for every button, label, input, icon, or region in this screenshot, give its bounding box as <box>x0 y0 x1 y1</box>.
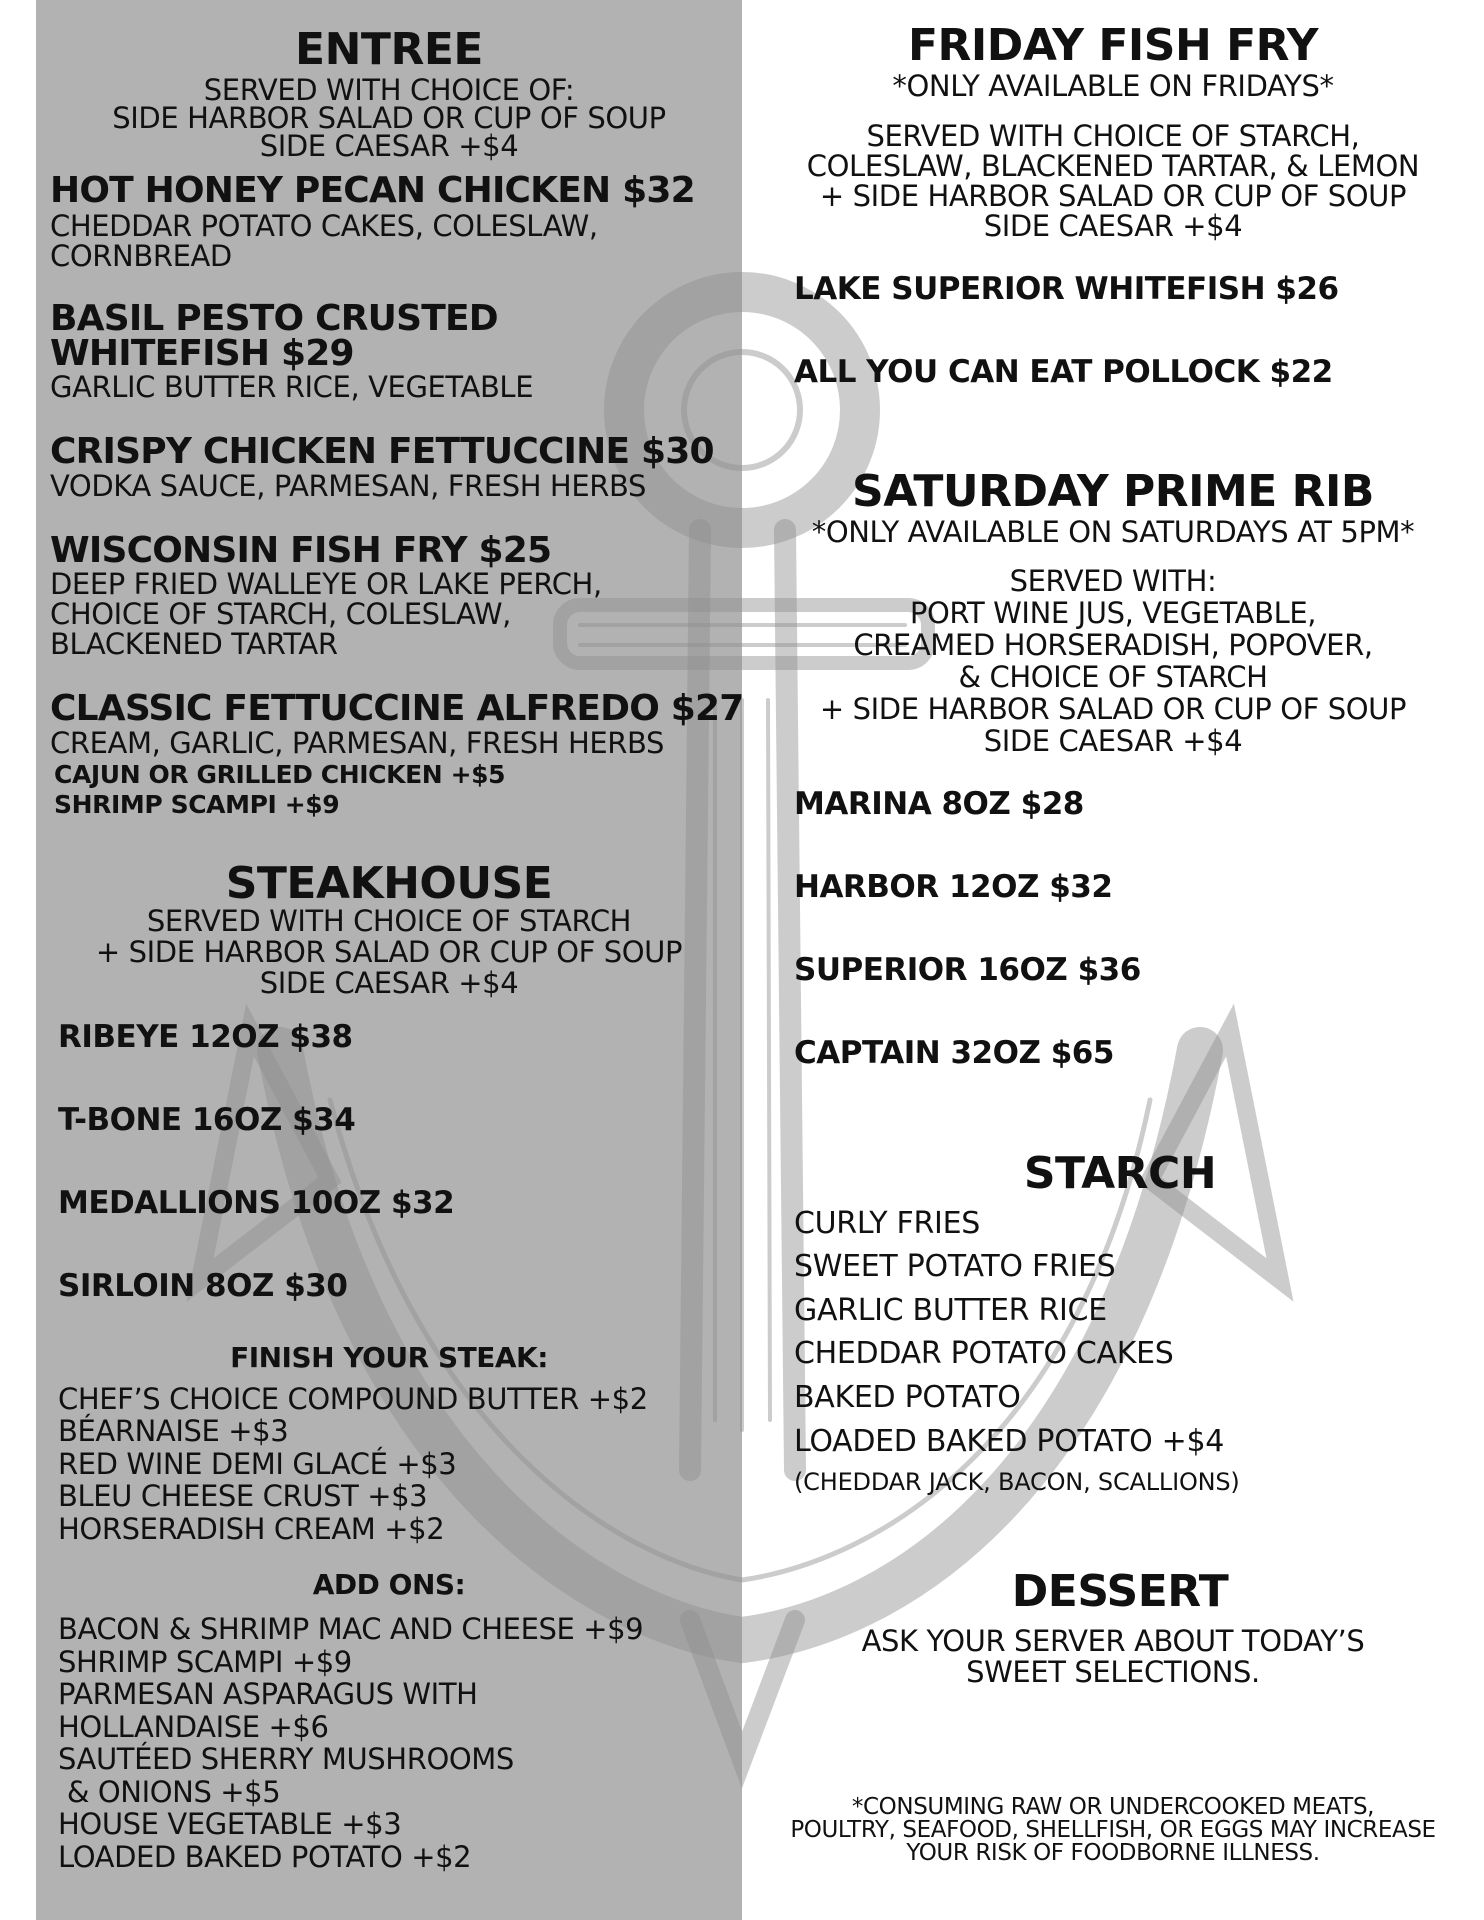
steakhouse-note-3: SIDE CAESAR +$4 <box>259 966 519 1000</box>
menu-item-extra: CAJUN OR GRILLED CHICKEN +$5 <box>54 760 506 789</box>
add-on-item: LOADED BAKED POTATO +$2 <box>58 1840 472 1874</box>
add-on-item: HOLLANDAISE +$6 <box>58 1710 329 1744</box>
fish-fry-note-2: COLESLAW, BLACKENED TARTAR, & LEMON <box>806 149 1420 183</box>
fish-fry-title: FRIDAY FISH FRY <box>907 20 1318 71</box>
fish-fry-note-1: SERVED WITH CHOICE OF STARCH, <box>866 119 1360 153</box>
prime-rib-note: PORT WINE JUS, VEGETABLE, <box>909 596 1317 630</box>
entree-title: ENTREE <box>295 24 483 75</box>
starch-item-detail: (CHEDDAR JACK, BACON, SCALLIONS) <box>794 1468 1240 1496</box>
menu-item-desc: CREAM, GARLIC, PARMESAN, FRESH HERBS <box>50 726 665 760</box>
steakhouse-note-2: + SIDE HARBOR SALAD OR CUP OF SOUP <box>95 935 683 969</box>
prime-rib-note: + SIDE HARBOR SALAD OR CUP OF SOUP <box>819 692 1407 726</box>
steak-item: MEDALLIONS 10OZ $32 <box>58 1185 455 1221</box>
steakhouse-note-1: SERVED WITH CHOICE OF STARCH <box>146 904 632 938</box>
starch-item: SWEET POTATO FRIES <box>794 1249 1116 1284</box>
starch-item: CHEDDAR POTATO CAKES <box>794 1336 1174 1371</box>
prime-rib-availability: *ONLY AVAILABLE ON SATURDAYS AT 5PM* <box>811 515 1415 549</box>
menu-item-name: HOT HONEY PECAN CHICKEN $32 <box>50 170 695 211</box>
steak-item: SIRLOIN 8OZ $30 <box>58 1268 348 1304</box>
add-on-item: SAUTÉED SHERRY MUSHROOMS <box>58 1742 514 1776</box>
steakhouse-title: STEAKHOUSE <box>225 858 553 909</box>
menu-item-name: WISCONSIN FISH FRY $25 <box>50 530 552 571</box>
disclaimer-line: *CONSUMING RAW OR UNDERCOOKED MEATS, <box>851 1794 1375 1820</box>
finish-item: RED WINE DEMI GLACÉ +$3 <box>58 1447 457 1481</box>
add-ons-title: ADD ONS: <box>312 1568 466 1601</box>
add-on-item: SHRIMP SCAMPI +$9 <box>58 1645 352 1679</box>
prime-rib-item: MARINA 8OZ $28 <box>794 786 1084 822</box>
menu-item-desc: BLACKENED TARTAR <box>50 627 338 661</box>
add-on-item: HOUSE VEGETABLE +$3 <box>58 1807 402 1841</box>
entree-note-1: SERVED WITH CHOICE OF: <box>203 73 575 107</box>
menu-item-desc: VODKA SAUCE, PARMESAN, FRESH HERBS <box>50 469 647 503</box>
starch-item: GARLIC BUTTER RICE <box>794 1293 1107 1328</box>
add-on-item: BACON & SHRIMP MAC AND CHEESE +$9 <box>58 1612 644 1646</box>
fish-fry-note-4: SIDE CAESAR +$4 <box>983 209 1243 243</box>
fish-fry-note-3: + SIDE HARBOR SALAD OR CUP OF SOUP <box>819 179 1407 213</box>
finish-item: BÉARNAISE +$3 <box>58 1414 289 1448</box>
starch-title: STARCH <box>1023 1148 1217 1199</box>
finish-item: HORSERADISH CREAM +$2 <box>58 1512 445 1546</box>
menu-item-desc: GARLIC BUTTER RICE, VEGETABLE <box>50 370 534 404</box>
starch-item: LOADED BAKED POTATO +$4 <box>794 1424 1225 1459</box>
menu-item-desc: CHEDDAR POTATO CAKES, COLESLAW, <box>50 209 598 243</box>
menu-item-name: WHITEFISH $29 <box>50 333 354 374</box>
starch-item: CURLY FRIES <box>794 1206 980 1241</box>
menu-item-desc: CORNBREAD <box>50 239 232 273</box>
menu-item-desc: DEEP FRIED WALLEYE OR LAKE PERCH, <box>50 567 602 601</box>
entree-note-2: SIDE HARBOR SALAD OR CUP OF SOUP <box>112 101 666 135</box>
menu-item-name: CLASSIC FETTUCCINE ALFREDO $27 <box>50 688 744 729</box>
starch-item: BAKED POTATO <box>794 1380 1021 1415</box>
menu-item-name: BASIL PESTO CRUSTED <box>50 298 498 339</box>
entree-note-3: SIDE CAESAR +$4 <box>259 129 519 163</box>
steak-item: T-BONE 16OZ $34 <box>58 1102 356 1138</box>
disclaimer-line: POULTRY, SEAFOOD, SHELLFISH, OR EGGS MAY INCREASE <box>790 1817 1436 1843</box>
prime-rib-item: CAPTAIN 32OZ $65 <box>794 1035 1114 1071</box>
add-on-item: & ONIONS +$5 <box>58 1775 281 1809</box>
menu-item-name: CRISPY CHICKEN FETTUCCINE $30 <box>50 431 714 472</box>
fish-fry-item: LAKE SUPERIOR WHITEFISH $26 <box>794 271 1339 307</box>
fish-fry-item: ALL YOU CAN EAT POLLOCK $22 <box>794 354 1333 390</box>
prime-rib-item: SUPERIOR 16OZ $36 <box>794 952 1141 988</box>
prime-rib-note: SIDE CAESAR +$4 <box>983 724 1243 758</box>
fish-fry-availability: *ONLY AVAILABLE ON FRIDAYS* <box>892 69 1334 103</box>
menu-item-extra: SHRIMP SCAMPI +$9 <box>54 790 340 819</box>
prime-rib-note: SERVED WITH: <box>1009 564 1217 598</box>
menu-item-desc: CHOICE OF STARCH, COLESLAW, <box>50 597 511 631</box>
prime-rib-note: CREAMED HORSERADISH, POPOVER, <box>853 628 1373 662</box>
dessert-title: DESSERT <box>1011 1566 1229 1617</box>
add-on-item: PARMESAN ASPARAGUS WITH <box>58 1677 478 1711</box>
disclaimer-line: YOUR RISK OF FOODBORNE ILLNESS. <box>906 1840 1320 1866</box>
prime-rib-note: & CHOICE OF STARCH <box>958 660 1268 694</box>
finish-steak-title: FINISH YOUR STEAK: <box>230 1341 548 1374</box>
prime-rib-item: HARBOR 12OZ $32 <box>794 869 1113 905</box>
dessert-note-1: ASK YOUR SERVER ABOUT TODAY’S <box>861 1624 1365 1658</box>
finish-item: BLEU CHEESE CRUST +$3 <box>58 1479 428 1513</box>
finish-item: CHEF’S CHOICE COMPOUND BUTTER +$2 <box>58 1382 648 1416</box>
steak-item: RIBEYE 12OZ $38 <box>58 1019 353 1055</box>
dessert-note-2: SWEET SELECTIONS. <box>966 1655 1260 1689</box>
prime-rib-title: SATURDAY PRIME RIB <box>852 466 1374 517</box>
